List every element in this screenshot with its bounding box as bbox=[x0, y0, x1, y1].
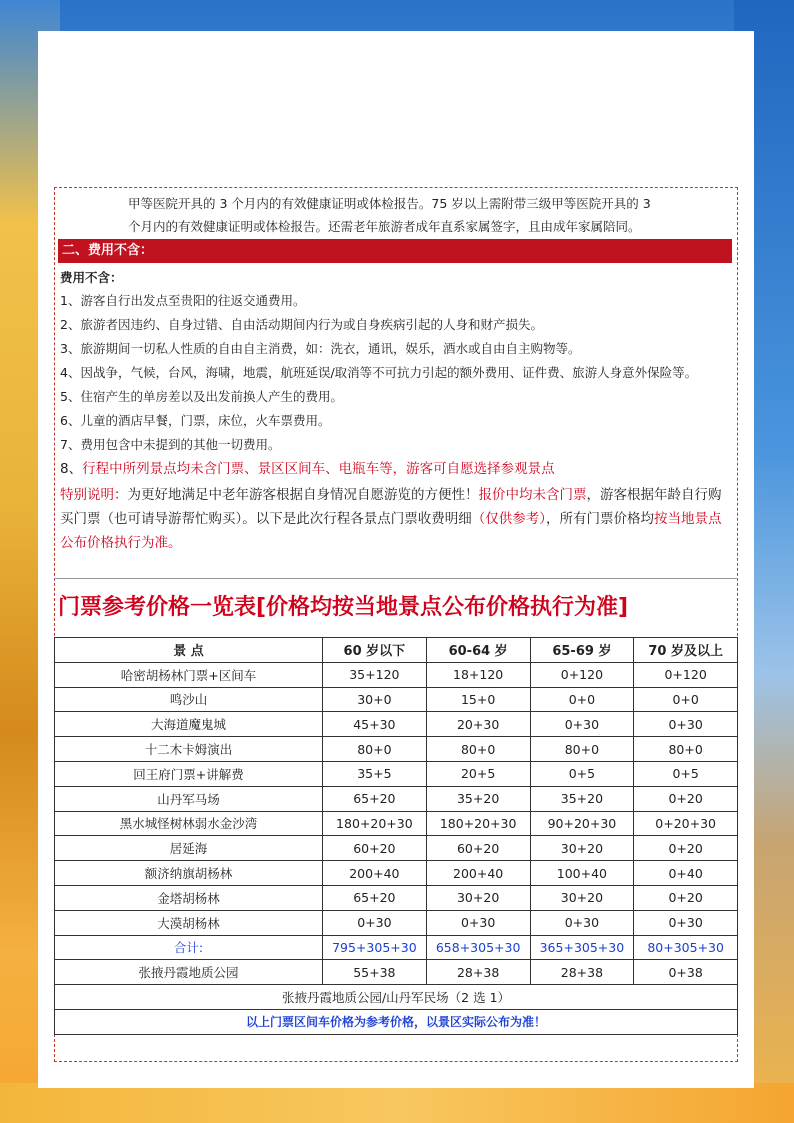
price-cell: 0+20 bbox=[634, 885, 738, 910]
price-cell: 65+20 bbox=[322, 786, 426, 811]
attraction-cell: 大漠胡杨林 bbox=[55, 910, 323, 935]
attraction-cell: 大海道魔鬼城 bbox=[55, 712, 323, 737]
price-cell: 0+20 bbox=[634, 786, 738, 811]
price-cell: 200+40 bbox=[426, 861, 530, 886]
exclusion-item-5: 5、住宿产生的单房差以及出发前换人产生的费用。 bbox=[60, 389, 343, 404]
total-70-plus: 80+305+30 bbox=[634, 935, 738, 960]
price-cell: 80+0 bbox=[426, 737, 530, 762]
price-cell: 0+30 bbox=[322, 910, 426, 935]
footer-note-row bbox=[55, 1009, 738, 1034]
header-60-64: 60-64 岁 bbox=[426, 638, 530, 663]
price-cell: 0+0 bbox=[530, 687, 634, 712]
price-cell: 35+20 bbox=[426, 786, 530, 811]
price-cell: 18+120 bbox=[426, 662, 530, 687]
attraction-cell: 额济纳旗胡杨林 bbox=[55, 861, 323, 886]
price-cell: 0+30 bbox=[634, 910, 738, 935]
price-cell: 60+20 bbox=[426, 836, 530, 861]
exclusion-item-2: 2、旅游者因违约、自身过错、自由活动期间内行为或自身疾病引起的人身和财产损失。 bbox=[60, 317, 543, 332]
header-70-plus: 70 岁及以上 bbox=[634, 638, 738, 663]
price-cell: 0+30 bbox=[426, 910, 530, 935]
background-bottom-decoration bbox=[0, 1083, 794, 1123]
attraction-cell: 山丹军马场 bbox=[55, 786, 323, 811]
price-cell: 0+5 bbox=[634, 761, 738, 786]
attraction-cell: 哈密胡杨林门票+区间车 bbox=[55, 662, 323, 687]
header-under-60: 60 岁以下 bbox=[322, 638, 426, 663]
price-cell: 80+0 bbox=[634, 737, 738, 762]
total-label: 合计: bbox=[55, 935, 323, 960]
price-cell: 60+20 bbox=[322, 836, 426, 861]
total-65-69: 365+305+30 bbox=[530, 935, 634, 960]
price-cell: 20+30 bbox=[426, 712, 530, 737]
table-row bbox=[55, 861, 738, 886]
document-page bbox=[38, 31, 754, 1088]
price-cell: 0+5 bbox=[530, 761, 634, 786]
table-row bbox=[55, 662, 738, 687]
total-under-60: 795+305+30 bbox=[322, 935, 426, 960]
price-cell: 0+30 bbox=[530, 712, 634, 737]
price-cell: 0+20+30 bbox=[634, 811, 738, 836]
price-cell: 20+5 bbox=[426, 761, 530, 786]
price-cell: 100+40 bbox=[530, 861, 634, 886]
exclusion-item-4: 4、因战争，气候，台风，海啸，地震，航班延误/取消等不可抗力引起的额外费用、证件费、旅游人身意外保险等。 bbox=[60, 365, 698, 380]
price-cell: 35+5 bbox=[322, 761, 426, 786]
table-row bbox=[55, 712, 738, 737]
attraction-cell: 黑水城怪树林弱水金沙湾 bbox=[55, 811, 323, 836]
exclusions-section bbox=[60, 267, 734, 555]
item8-prefix: 8、 bbox=[60, 461, 83, 477]
price-cell: 0+30 bbox=[530, 910, 634, 935]
table-row bbox=[55, 786, 738, 811]
special-text-1: 为更好地满足中老年游客根据自身情况自愿游览的方便性！ bbox=[127, 487, 479, 503]
table-header-row bbox=[55, 638, 738, 663]
table-row bbox=[55, 836, 738, 861]
intro-line-1: 甲等医院开具的 3 个月内的有效健康证明或体检报告。75 岁以上需附带三级甲等医院开具的 3 bbox=[128, 196, 651, 211]
section-header-exclusions: 二、费用不含： bbox=[58, 239, 732, 263]
price-cell: 0+40 bbox=[634, 861, 738, 886]
price-cell: 0+120 bbox=[530, 662, 634, 687]
price-cell: 90+20+30 bbox=[530, 811, 634, 836]
table-row bbox=[55, 910, 738, 935]
price-cell: 28+38 bbox=[530, 960, 634, 985]
attraction-cell: 居延海 bbox=[55, 836, 323, 861]
ticket-table-title: 门票参考价格一览表[价格均按当地景点公布价格执行为准] bbox=[54, 578, 738, 637]
price-cell: 180+20+30 bbox=[426, 811, 530, 836]
price-cell: 0+30 bbox=[634, 712, 738, 737]
table-row bbox=[55, 737, 738, 762]
price-cell: 30+20 bbox=[530, 885, 634, 910]
ticket-price-table bbox=[54, 637, 738, 1035]
special-text-2: ，游客根据年龄自行购买门票（也可请导游帮忙购买）。以下是此次行程各景点门票收费明细 bbox=[60, 487, 722, 527]
special-text-3: ，所有门票价格均 bbox=[546, 511, 654, 527]
footer-note: 以上门票区间车价格为参考价格，以景区实际公布为准！ bbox=[55, 1009, 738, 1034]
table-row bbox=[55, 811, 738, 836]
exclusion-item-6: 6、儿童的酒店早餐，门票，床位，火车票费用。 bbox=[60, 413, 331, 428]
attraction-cell: 回王府门票+讲解费 bbox=[55, 761, 323, 786]
ticket-price-section bbox=[54, 578, 738, 1035]
exclusions-heading: 费用不含： bbox=[60, 270, 123, 285]
health-requirement-text bbox=[128, 192, 738, 238]
table-row bbox=[55, 761, 738, 786]
exclusion-item-1: 1、游客自行出发点至贵阳的往返交通费用。 bbox=[60, 293, 306, 308]
attraction-cell: 张掖丹霞地质公园 bbox=[55, 960, 323, 985]
price-cell: 35+120 bbox=[322, 662, 426, 687]
special-label: 特别说明： bbox=[60, 487, 128, 503]
price-cell: 30+0 bbox=[322, 687, 426, 712]
price-cell: 30+20 bbox=[530, 836, 634, 861]
price-cell: 35+20 bbox=[530, 786, 634, 811]
price-cell: 55+38 bbox=[322, 960, 426, 985]
header-65-69: 65-69 岁 bbox=[530, 638, 634, 663]
price-cell: 80+0 bbox=[530, 737, 634, 762]
price-cell: 30+20 bbox=[426, 885, 530, 910]
price-cell: 65+20 bbox=[322, 885, 426, 910]
header-attraction: 景 点 bbox=[55, 638, 323, 663]
price-cell: 80+0 bbox=[322, 737, 426, 762]
price-cell: 28+38 bbox=[426, 960, 530, 985]
item8-text: 行程中所列景点均未含门票、景区区间车、电瓶车等，游客可自愿选择参观景点 bbox=[82, 461, 555, 477]
price-cell: 0+120 bbox=[634, 662, 738, 687]
attraction-cell: 金塔胡杨林 bbox=[55, 885, 323, 910]
intro-line-2: 个月内的有效健康证明或体检报告。还需老年旅游者成年直系家属签字，且由成年家属陪同。 bbox=[128, 219, 641, 234]
table-row bbox=[55, 960, 738, 985]
special-red-2: （仅供参考） bbox=[471, 511, 546, 527]
attraction-cell: 十二木卡姆演出 bbox=[55, 737, 323, 762]
choice-note: 张掖丹霞地质公园/山丹军民场（2 选 1） bbox=[55, 985, 738, 1010]
attraction-cell: 鸣沙山 bbox=[55, 687, 323, 712]
total-60-64: 658+305+30 bbox=[426, 935, 530, 960]
price-cell: 0+38 bbox=[634, 960, 738, 985]
special-note bbox=[60, 483, 734, 555]
price-cell: 180+20+30 bbox=[322, 811, 426, 836]
table-row bbox=[55, 687, 738, 712]
price-cell: 0+20 bbox=[634, 836, 738, 861]
total-row bbox=[55, 935, 738, 960]
special-red-1: 报价中均未含门票 bbox=[478, 487, 587, 503]
price-cell: 200+40 bbox=[322, 861, 426, 886]
exclusion-item-8 bbox=[60, 457, 734, 481]
exclusion-item-7: 7、费用包含中未提到的其他一切费用。 bbox=[60, 437, 281, 452]
price-cell: 15+0 bbox=[426, 687, 530, 712]
price-cell: 0+0 bbox=[634, 687, 738, 712]
table-row bbox=[55, 885, 738, 910]
special-red-3: 按当地景点公布价格执行为准。 bbox=[60, 511, 722, 551]
exclusion-item-3: 3、旅游期间一切私人性质的自由自主消费，如：洗衣，通讯，娱乐，酒水或自由自主购物等。 bbox=[60, 341, 581, 356]
price-cell: 45+30 bbox=[322, 712, 426, 737]
choice-note-row bbox=[55, 985, 738, 1010]
